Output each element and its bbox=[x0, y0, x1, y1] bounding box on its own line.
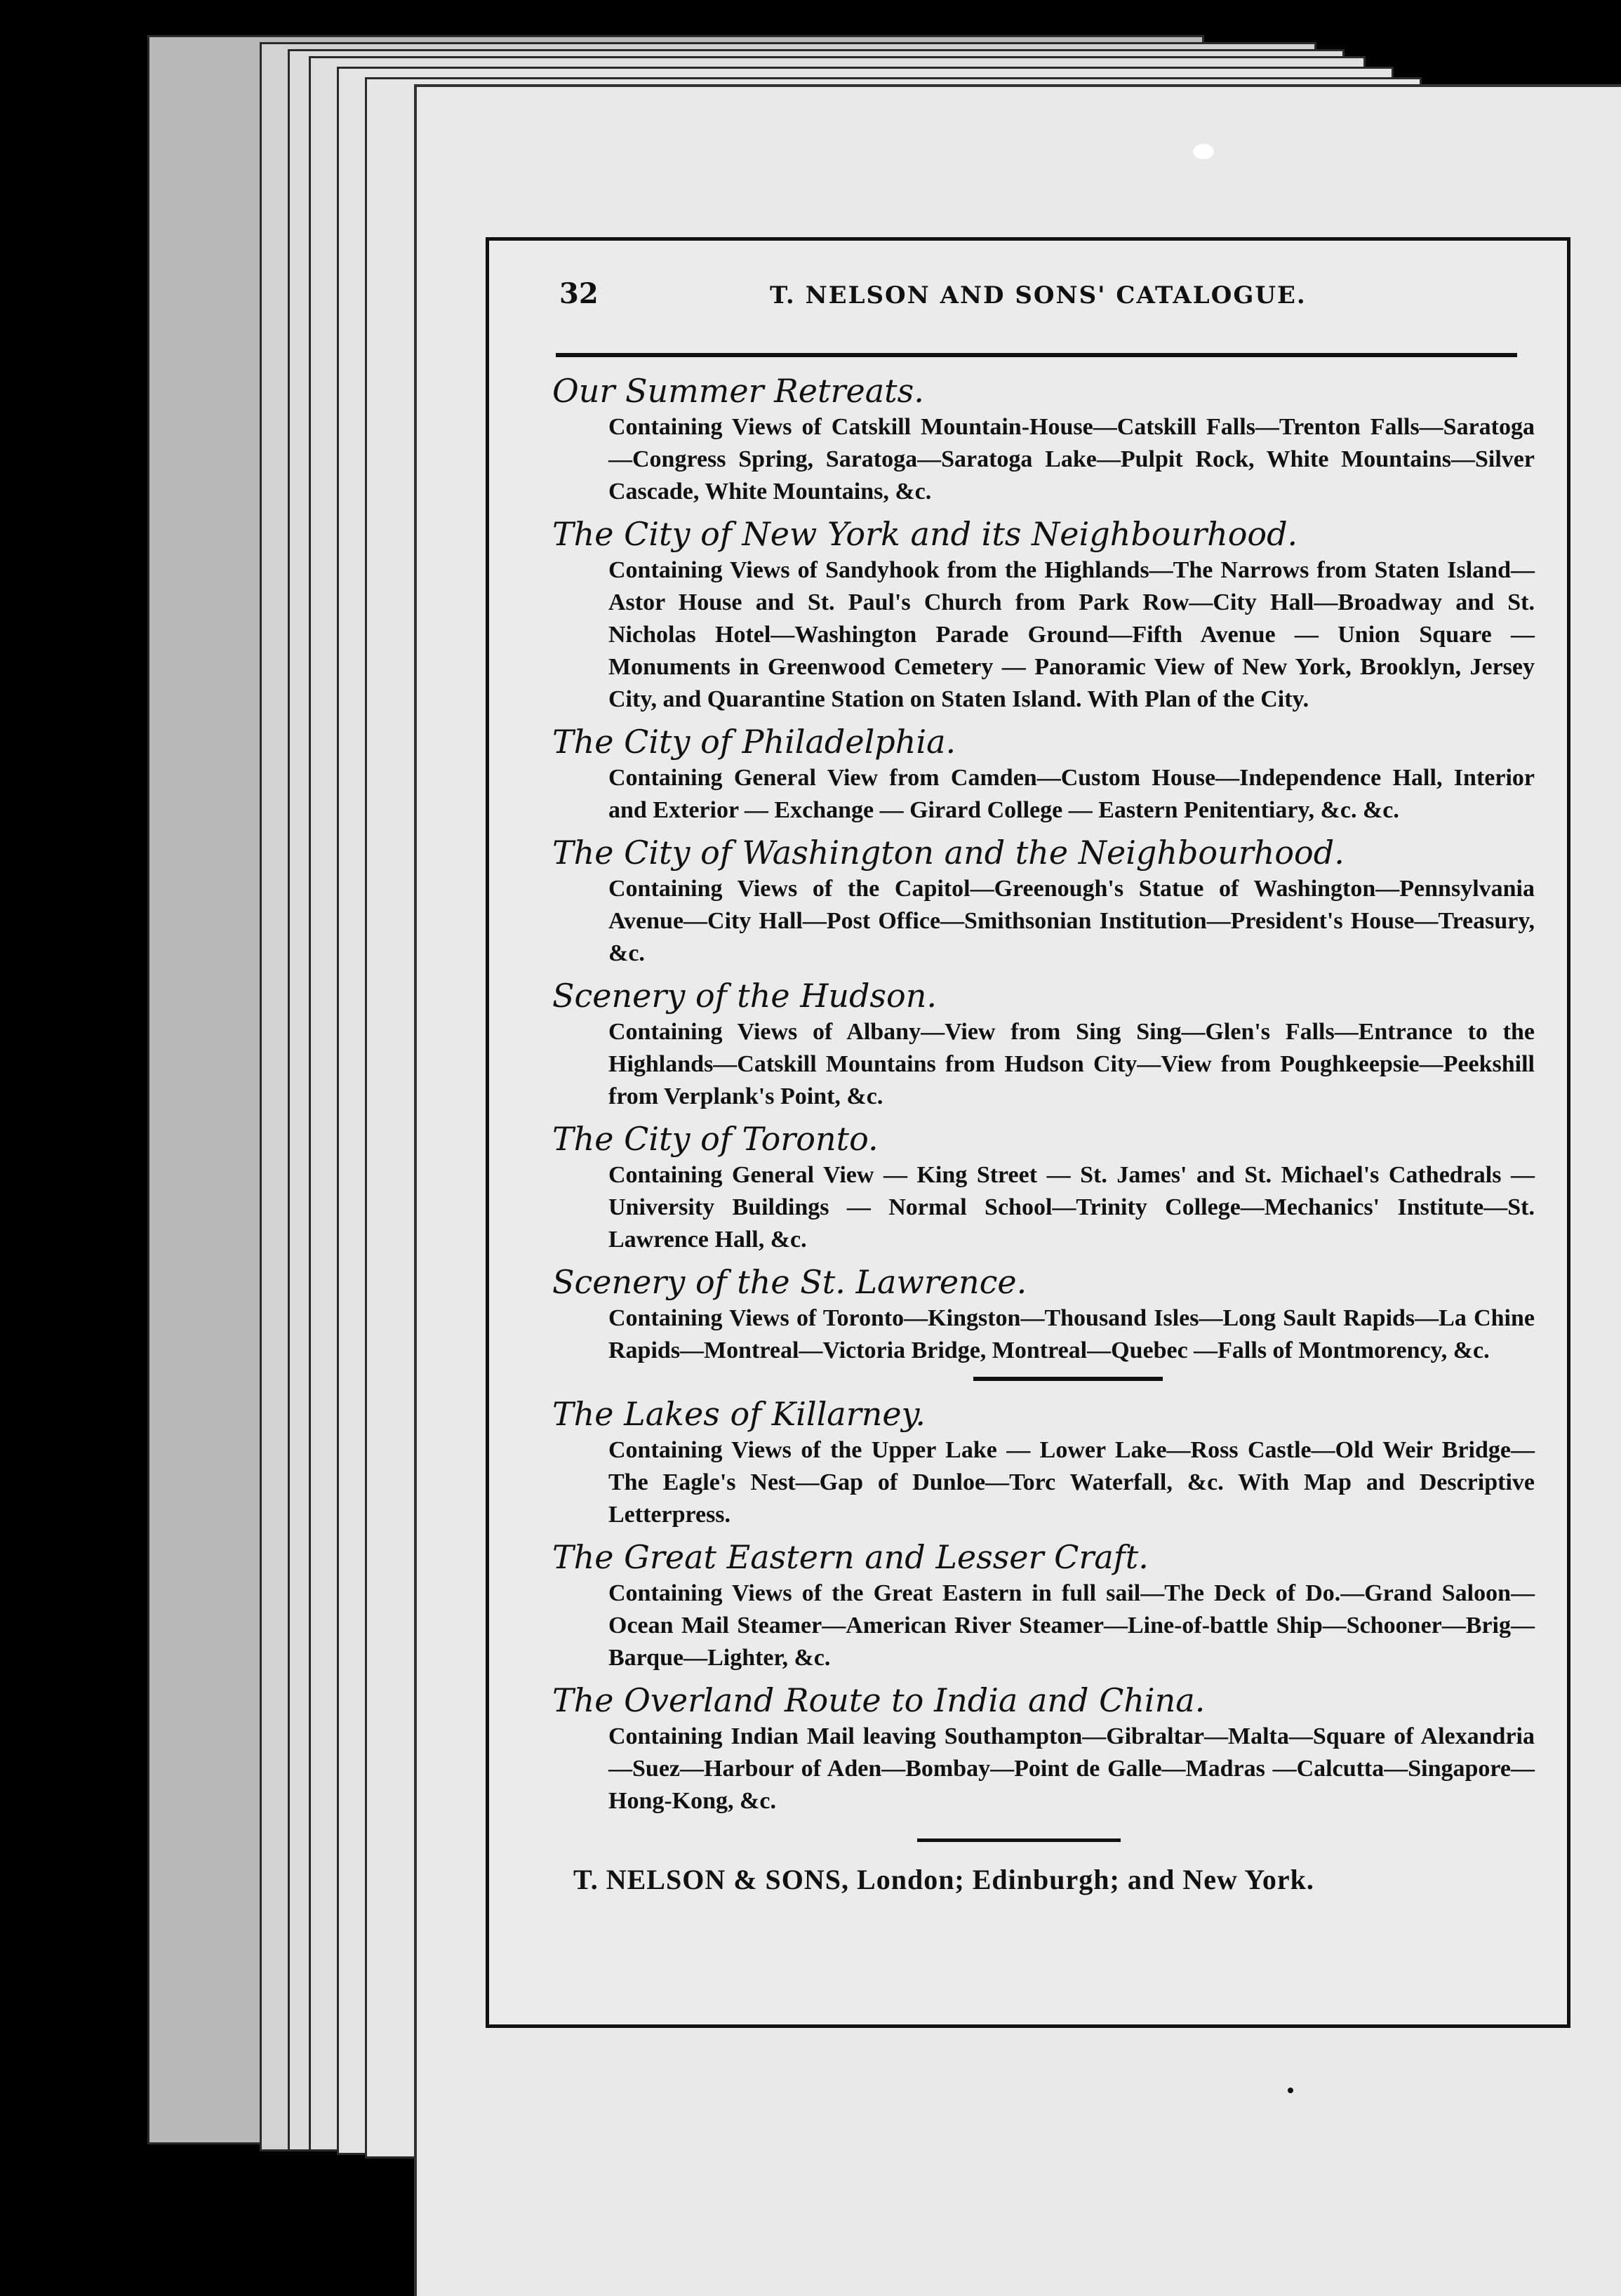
header-rule bbox=[556, 353, 1517, 357]
text-frame bbox=[486, 237, 1570, 2028]
catalogue-entry bbox=[524, 1537, 1535, 1674]
entry-title: The Lakes of Killarney. bbox=[552, 1395, 926, 1433]
catalogue-entry bbox=[524, 832, 1535, 970]
entry-title: Scenery of the Hudson. bbox=[552, 977, 937, 1015]
running-head bbox=[559, 277, 1514, 319]
entry-title: Our Summer Retreats. bbox=[552, 372, 924, 410]
entry-description: Containing Indian Mail leaving Southampton—Gibraltar—Malta—Square of Alexandria—Suez—Harbour of Aden—Bombay—Point de Galle—Madras —Calcutta—Singapore—Hong-Kong, &c. bbox=[608, 1723, 1535, 1814]
catalogue-entry bbox=[524, 1262, 1535, 1367]
entry-description: Containing Views of Toronto—Kingston—Thousand Isles—Long Sault Rapids—La Chine Rapids—Montreal—Victoria Bridge, Montreal—Quebec —Falls of Montmorency, &c. bbox=[608, 1305, 1535, 1363]
catalogue-entries bbox=[524, 371, 1535, 1896]
entry-title: The Great Eastern and Lesser Craft. bbox=[552, 1538, 1149, 1576]
entry-title: The Overland Route to India and China. bbox=[552, 1681, 1206, 1719]
catalogue-entry bbox=[524, 1394, 1535, 1531]
entry-title: Scenery of the St. Lawrence. bbox=[552, 1263, 1027, 1301]
entry-title: The City of New York and its Neighbourhood. bbox=[552, 515, 1298, 553]
catalogue-entry bbox=[524, 1119, 1535, 1256]
footer-rule bbox=[917, 1838, 1121, 1842]
entry-title: The City of Washington and the Neighbourhood. bbox=[552, 834, 1345, 872]
catalogue-entry bbox=[524, 371, 1535, 508]
entry-description: Containing General View from Camden—Custom House—Independence Hall, Interior and Exterior — Exchange — Girard College — Eastern Penitentiary, &c. &c. bbox=[608, 765, 1535, 823]
catalogue-entry bbox=[524, 721, 1535, 827]
entry-description: Containing Views of Albany—View from Sing Sing—Glen's Falls—Entrance to the Highlands—Catskill Mountains from Hudson City—View from Poughkeepsie—Peekshill from Verplank's Point, &c. bbox=[608, 1019, 1535, 1109]
entry-description: Containing Views of Catskill Mountain-House—Catskill Falls—Trenton Falls—Saratoga—Congress Spring, Saratoga—Saratoga Lake—Pulpit Rock, White Mountains—Silver Cascade, White Mountains, &c. bbox=[608, 414, 1535, 505]
entry-description: Containing Views of Sandyhook from the Highlands—The Narrows from Staten Island—Astor House and St. Paul's Church from Park Row—City Hall—Broadway and St. Nicholas Hotel—Washington Parade Ground—Fifth Avenue — Union Square — Monuments in Greenwood Cemetery — Panoramic View of New York, Brooklyn, Jersey City, and Quarantine Station on Staten Island. With Plan of the City. bbox=[608, 557, 1535, 712]
entry-description: Containing Views of the Upper Lake — Lower Lake—Ross Castle—Old Weir Bridge—The Eagle's Nest—Gap of Dunloe—Torc Waterfall, &c. With Map and Descriptive Letterpress. bbox=[608, 1437, 1535, 1528]
dust-speck bbox=[1193, 144, 1214, 159]
catalogue-entry bbox=[524, 975, 1535, 1113]
catalogue-entry bbox=[524, 514, 1535, 716]
entry-description: Containing General View — King Street — St. James' and St. Michael's Cathedrals — University Buildings — Normal School—Trinity College—Mechanics' Institute—St. Lawrence Hall, &c. bbox=[608, 1162, 1535, 1253]
publisher-imprint: T. NELSON & SONS, London; Edinburgh; and New York. bbox=[573, 1864, 1314, 1895]
dust-speck bbox=[1288, 2088, 1293, 2093]
page-number: 32 bbox=[559, 277, 599, 310]
catalogue-entry bbox=[524, 1680, 1535, 1817]
running-title: T. NELSON AND SONS' CATALOGUE. bbox=[770, 281, 1307, 309]
entry-description: Containing Views of the Capitol—Greenough's Statue of Washington—Pennsylvania Avenue—City Hall—Post Office—Smithsonian Institution—President's House—Treasury, &c. bbox=[608, 876, 1535, 966]
entry-title: The City of Philadelphia. bbox=[552, 723, 956, 761]
entry-description: Containing Views of the Great Eastern in full sail—The Deck of Do.—Grand Saloon—Ocean Mail Steamer—American River Steamer—Line-of-battle Ship—Schooner—Brig—Barque—Lighter, &c. bbox=[608, 1580, 1535, 1671]
section-rule bbox=[973, 1377, 1163, 1381]
entry-title: The City of Toronto. bbox=[552, 1120, 879, 1158]
